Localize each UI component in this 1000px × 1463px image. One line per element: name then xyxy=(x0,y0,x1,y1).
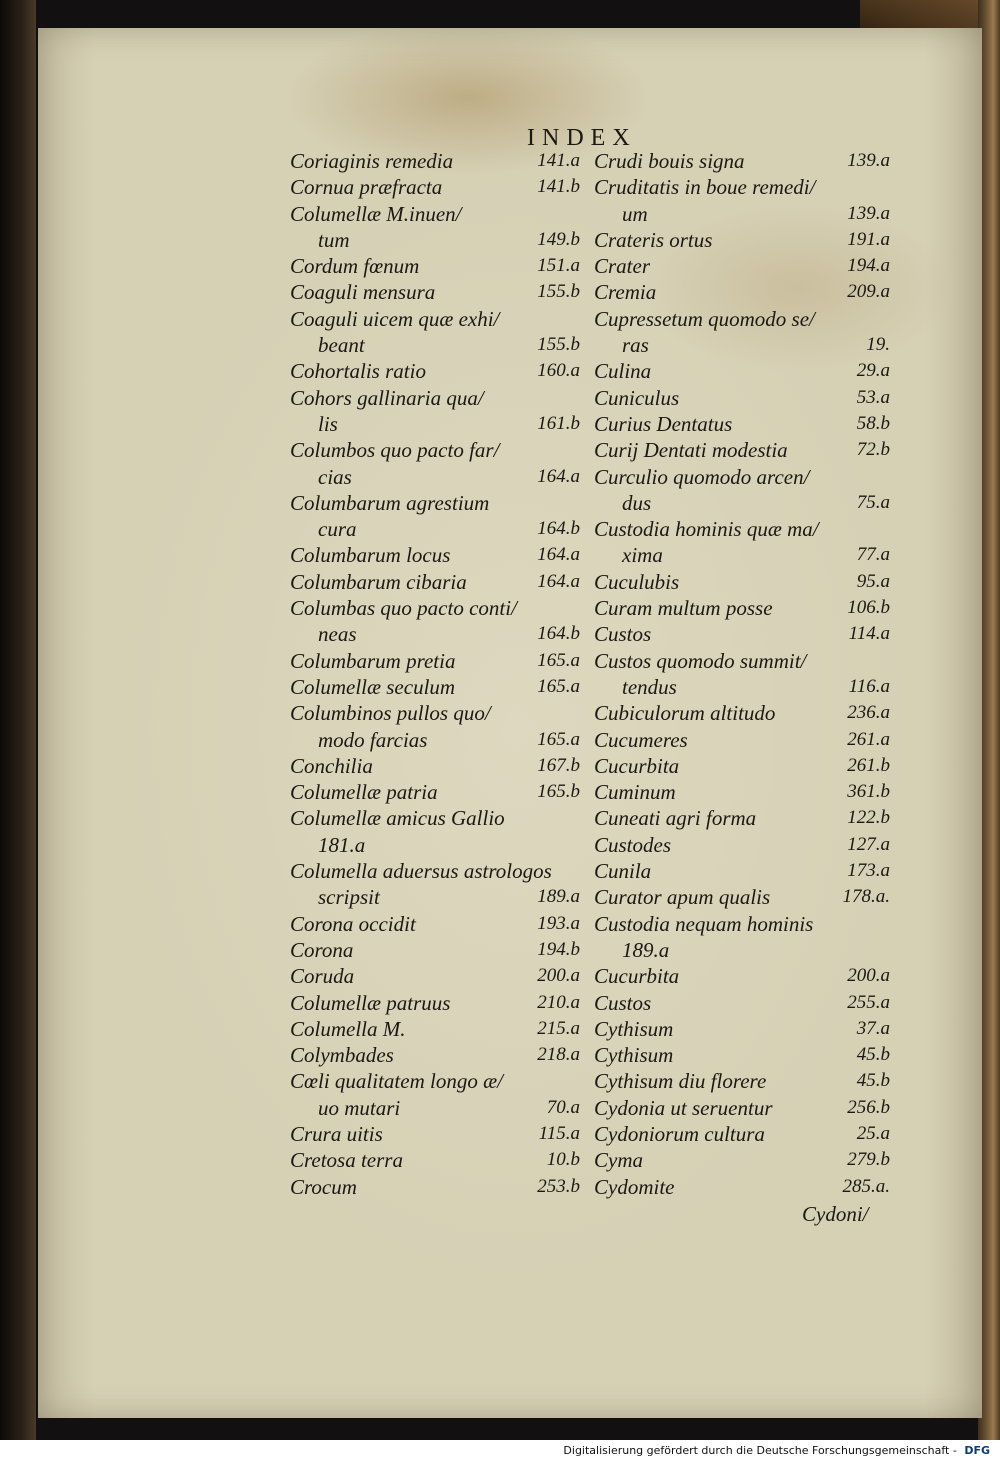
index-entry-text: 189.a xyxy=(622,937,670,962)
index-entry-text: Columbinos pullos quo/ xyxy=(290,701,491,726)
index-entry-page: 77.a xyxy=(856,544,890,566)
index-entry-page: 165.a xyxy=(537,728,580,750)
index-entry-text: Conchilia xyxy=(290,753,373,778)
index-entry-text: Columellæ M.inuen/ xyxy=(290,201,462,226)
index-entry xyxy=(290,1147,580,1173)
index-entry xyxy=(594,753,890,779)
index-entry-text: tendus xyxy=(622,674,677,699)
index-entry-page: 45.b xyxy=(856,1070,890,1092)
index-entry-text: Curculio quomodo arcen/ xyxy=(594,464,810,489)
index-entry-page: 141.a xyxy=(537,150,580,171)
index-entry-text: Cydomite xyxy=(594,1174,675,1199)
index-entry-text: Cubiculorum altitudo xyxy=(594,701,776,726)
index-entry xyxy=(290,884,580,910)
index-entry-page: 161.b xyxy=(537,412,580,434)
index-entry-text: Coaguli mensura xyxy=(290,280,436,305)
index-entry xyxy=(290,569,580,595)
index-entry-text: Colymbades xyxy=(290,1043,394,1068)
index-entry xyxy=(594,832,890,858)
index-entry-page: 70.a xyxy=(546,1096,580,1118)
index-entry-page: 191.a xyxy=(847,228,890,250)
index-entry-page: 127.a xyxy=(847,833,890,855)
index-entry-text: Curam multum posse xyxy=(594,596,773,621)
index-entry xyxy=(290,148,580,174)
index-entry-page: 173.a xyxy=(847,860,890,882)
index-entry-page: 116.a xyxy=(848,675,890,697)
index-entry-page: 200.a xyxy=(537,965,580,987)
index-entry xyxy=(594,174,890,200)
index-entry-page: 151.a xyxy=(537,255,580,277)
index-entry-text: xima xyxy=(622,543,663,568)
index-entry-text: Curij Dentati modestia xyxy=(594,438,788,463)
index-entry xyxy=(290,411,580,437)
index-entry xyxy=(290,227,580,253)
index-entry xyxy=(594,201,890,227)
index-entry xyxy=(290,437,580,463)
index-entry xyxy=(594,727,890,753)
index-entry-text: cura xyxy=(318,517,357,542)
index-entry-text: Cuniculus xyxy=(594,385,680,410)
index-entry-page: 189.a xyxy=(537,886,580,908)
index-column-left xyxy=(290,148,580,1200)
index-entry-text: Crura uitis xyxy=(290,1121,383,1146)
index-entry-text: Cythisum xyxy=(594,1043,674,1068)
index-entry-text: Crudi bouis signa xyxy=(594,149,745,173)
index-entry-page: 114.a xyxy=(848,623,890,645)
digitization-footer xyxy=(0,1440,1000,1463)
index-entry-page: 10.b xyxy=(546,1149,580,1171)
index-entry-page: 72.b xyxy=(856,439,890,461)
index-entry xyxy=(594,411,890,437)
index-entry-page: 75.a xyxy=(856,491,890,513)
index-entry xyxy=(594,148,890,174)
index-entry-text: Columbos quo pacto far/ xyxy=(290,438,500,463)
index-entry-text: Custodia nequam hominis xyxy=(594,911,814,936)
index-entry-page: 25.a xyxy=(856,1122,890,1144)
index-entry-page: 256.b xyxy=(847,1096,890,1118)
index-entry-text: Columbarum agrestium xyxy=(290,490,490,515)
index-entry xyxy=(290,1095,580,1121)
index-entry-text: Cohors gallinaria qua/ xyxy=(290,385,484,410)
index-entry-text: Cuneati agri forma xyxy=(594,806,757,831)
index-entry-page: 255.a xyxy=(847,991,890,1013)
index-entry xyxy=(594,1042,890,1068)
index-entry-page: 193.a xyxy=(537,912,580,934)
index-entry xyxy=(594,542,890,568)
index-entry xyxy=(594,306,890,332)
index-entry-text: Cœli qualitatem longo æ/ xyxy=(290,1069,503,1094)
index-entry-text: dus xyxy=(622,490,652,515)
index-entry-page: 167.b xyxy=(537,754,580,776)
index-entry-text: Coriaginis remedia xyxy=(290,149,454,173)
index-entry-text: Cythisum diu florere xyxy=(594,1069,767,1094)
index-entry xyxy=(594,385,890,411)
index-entry-text: Custos xyxy=(594,990,652,1015)
index-entry-page: 139.a xyxy=(847,202,890,224)
index-entry-text: Custodes xyxy=(594,832,672,857)
index-entry xyxy=(594,779,890,805)
index-entry-page: 141.b xyxy=(537,176,580,198)
index-entry xyxy=(594,1147,890,1173)
index-entry-page: 164.b xyxy=(537,518,580,540)
index-entry xyxy=(594,569,890,595)
index-entry xyxy=(594,437,890,463)
index-entry xyxy=(290,174,580,200)
index-entry xyxy=(290,1068,580,1094)
index-entry xyxy=(594,1016,890,1042)
index-entry-text: Coruda xyxy=(290,964,355,989)
index-entry-page: 285.a. xyxy=(842,1175,890,1197)
index-entry-page: 37.a xyxy=(856,1017,890,1039)
index-entry-text: beant xyxy=(318,333,365,358)
index-entry xyxy=(290,358,580,384)
index-entry xyxy=(290,1121,580,1147)
index-entry-page: 106.b xyxy=(847,597,890,619)
index-entry-text: Cydoniorum cultura xyxy=(594,1121,765,1146)
index-entry-text: Cucumeres xyxy=(594,727,688,752)
index-entry-text: Cunila xyxy=(594,859,652,884)
index-entry-text: Columellæ seculum xyxy=(290,674,456,699)
index-entry xyxy=(290,753,580,779)
index-entry xyxy=(594,648,890,674)
index-entry-text: tum xyxy=(318,227,350,252)
index-entry-text: Cucurbita xyxy=(594,964,680,989)
index-entry xyxy=(290,1016,580,1042)
index-entry xyxy=(594,516,890,542)
index-entry-text: lis xyxy=(318,411,338,436)
index-entry xyxy=(594,911,890,937)
index-entry-text: Crateris ortus xyxy=(594,227,713,252)
index-entry-page: 164.b xyxy=(537,623,580,645)
index-entry-text: uo mutari xyxy=(318,1095,401,1120)
index-entry xyxy=(594,279,890,305)
index-entry-page: 149.b xyxy=(537,228,580,250)
index-entry xyxy=(290,937,580,963)
index-entry xyxy=(594,1121,890,1147)
index-entry xyxy=(290,779,580,805)
index-entry xyxy=(290,542,580,568)
index-entry xyxy=(594,358,890,384)
index-entry xyxy=(594,595,890,621)
index-entry-text: um xyxy=(622,201,648,226)
index-entry-text: Custos quomodo summit/ xyxy=(594,648,807,673)
index-entry xyxy=(290,1174,580,1200)
index-entry-page: 200.a xyxy=(847,965,890,987)
index-entry-text: scripsit xyxy=(318,885,380,910)
index-entry xyxy=(290,516,580,542)
index-entry xyxy=(594,332,890,358)
index-entry-text: Columbarum pretia xyxy=(290,648,456,673)
page-header: INDEX xyxy=(527,125,637,151)
index-column-right xyxy=(594,148,890,1200)
index-entry-page: 178.a. xyxy=(842,886,890,908)
index-entry xyxy=(290,648,580,674)
index-entry xyxy=(290,1042,580,1068)
index-entry-page: 261.a xyxy=(847,728,890,750)
index-entry xyxy=(290,805,580,831)
index-entry xyxy=(290,306,580,332)
index-entry xyxy=(594,700,890,726)
index-entry xyxy=(594,490,890,516)
index-entry-text: Curius Dentatus xyxy=(594,411,733,436)
index-entry-text: Cornua præfracta xyxy=(290,175,443,200)
index-entry xyxy=(594,621,890,647)
index-entry-page: 58.b xyxy=(856,412,890,434)
index-entry-page: 209.a xyxy=(847,281,890,303)
index-entry-text: Columellæ patria xyxy=(290,780,438,805)
index-entry xyxy=(594,1174,890,1200)
index-entry xyxy=(290,674,580,700)
index-entry-text: Columbarum cibaria xyxy=(290,569,467,594)
index-entry xyxy=(290,332,580,358)
index-entry-page: 236.a xyxy=(847,702,890,724)
index-entry-text: Cordum fœnum xyxy=(290,254,420,279)
index-entry-page: 95.a xyxy=(856,570,890,592)
index-entry-text: Crocum xyxy=(290,1174,357,1199)
index-entry xyxy=(290,963,580,989)
index-entry-text: 181.a xyxy=(318,832,366,857)
index-entry-page: 122.b xyxy=(847,807,890,829)
index-entry-text: Cydonia ut seruentur xyxy=(594,1095,773,1120)
index-entry-page: 115.a xyxy=(538,1122,580,1144)
index-entry-text: neas xyxy=(318,622,357,647)
index-entry-text: cias xyxy=(318,464,352,489)
index-entry xyxy=(594,674,890,700)
index-entry-page: 29.a xyxy=(856,360,890,382)
index-entry xyxy=(594,858,890,884)
index-entry xyxy=(290,490,580,516)
index-entry-text: Corona xyxy=(290,937,354,962)
index-entry-text: Cuculubis xyxy=(594,569,680,594)
index-entry-text: Columbas quo pacto conti/ xyxy=(290,596,517,621)
index-entry-page: 165.a xyxy=(537,649,580,671)
index-entry-page: 164.a xyxy=(537,544,580,566)
index-entry-text: Columella M. xyxy=(290,1016,406,1041)
index-entry-text: Custodia hominis quæ ma/ xyxy=(594,517,819,542)
index-entry xyxy=(290,279,580,305)
index-entry-text: Cyma xyxy=(594,1148,643,1173)
index-entry-page: 164.a xyxy=(537,570,580,592)
index-entry-page: 194.a xyxy=(847,255,890,277)
index-entry xyxy=(290,700,580,726)
index-entry xyxy=(594,227,890,253)
index-entry-text: ras xyxy=(622,333,649,358)
index-entry-text: Cremia xyxy=(594,280,657,305)
index-entry xyxy=(290,990,580,1016)
index-entry-text: Cucurbita xyxy=(594,753,680,778)
index-entry-text: Corona occidit xyxy=(290,911,416,936)
index-entry-text: Columellæ amicus Gallio xyxy=(290,806,505,831)
index-entry-page: 361.b xyxy=(847,781,890,803)
index-entry-text: Cruditatis in boue remedi/ xyxy=(594,175,816,200)
index-entry xyxy=(594,1095,890,1121)
index-entry-page: 164.a xyxy=(537,465,580,487)
index-entry xyxy=(594,884,890,910)
index-entry xyxy=(290,464,580,490)
index-entry-text: Crater xyxy=(594,254,651,279)
index-entry-text: Cupressetum quomodo se/ xyxy=(594,306,815,331)
index-entry-text: Coaguli uicem quæ exhi/ xyxy=(290,306,500,331)
index-entry-page: 218.a xyxy=(537,1044,580,1066)
index-entry xyxy=(290,858,580,884)
index-entry xyxy=(594,963,890,989)
index-entry-text: Custos xyxy=(594,622,652,647)
index-entry-text: Columbarum locus xyxy=(290,543,451,568)
index-entry xyxy=(594,805,890,831)
index-entry xyxy=(290,911,580,937)
dfg-logo: DFG xyxy=(964,1444,990,1457)
index-entry xyxy=(290,832,580,858)
index-entry-page: 139.a xyxy=(847,150,890,171)
index-entry xyxy=(290,253,580,279)
book-spine-shadow xyxy=(0,0,36,1463)
index-entry-page: 194.b xyxy=(537,938,580,960)
index-entry-text: modo farcias xyxy=(318,727,428,752)
index-entry xyxy=(290,201,580,227)
index-entry-text: Culina xyxy=(594,359,652,384)
index-entry-text: Cythisum xyxy=(594,1016,674,1041)
index-entry-text: Cohortalis ratio xyxy=(290,359,426,384)
index-entry xyxy=(594,464,890,490)
index-entry-text: Columella aduersus astrologos xyxy=(290,859,552,884)
index-entry xyxy=(290,621,580,647)
index-entry-text: Columellæ patruus xyxy=(290,990,451,1015)
index-entry-page: 261.b xyxy=(847,754,890,776)
index-entry xyxy=(290,385,580,411)
index-entry xyxy=(594,1068,890,1094)
index-entry xyxy=(290,595,580,621)
footer-credit-text: Digitalisierung gefördert durch die Deutsche Forschungsgemeinschaft - xyxy=(563,1444,957,1457)
index-entry-page: 19. xyxy=(866,334,890,356)
index-entry xyxy=(594,253,890,279)
index-entry-page: 155.b xyxy=(537,281,580,303)
index-entry-page: 53.a xyxy=(856,386,890,408)
index-entry-page: 279.b xyxy=(847,1149,890,1171)
index-entry xyxy=(290,727,580,753)
index-entry-page: 253.b xyxy=(537,1175,580,1197)
index-entry-text: Curator apum qualis xyxy=(594,885,771,910)
index-entry-page: 165.a xyxy=(537,675,580,697)
index-entry xyxy=(594,990,890,1016)
index-entry-page: 155.b xyxy=(537,334,580,356)
index-entry xyxy=(594,937,890,963)
index-entry-page: 215.a xyxy=(537,1017,580,1039)
index-entry-text: Cretosa terra xyxy=(290,1148,403,1173)
index-entry-page: 160.a xyxy=(537,360,580,382)
catchword: Cydoni/ xyxy=(802,1202,869,1226)
index-entry-page: 210.a xyxy=(537,991,580,1013)
index-entry-page: 45.b xyxy=(856,1044,890,1066)
index-entry-text: Cuminum xyxy=(594,780,676,805)
index-entry-page: 165.b xyxy=(537,781,580,803)
